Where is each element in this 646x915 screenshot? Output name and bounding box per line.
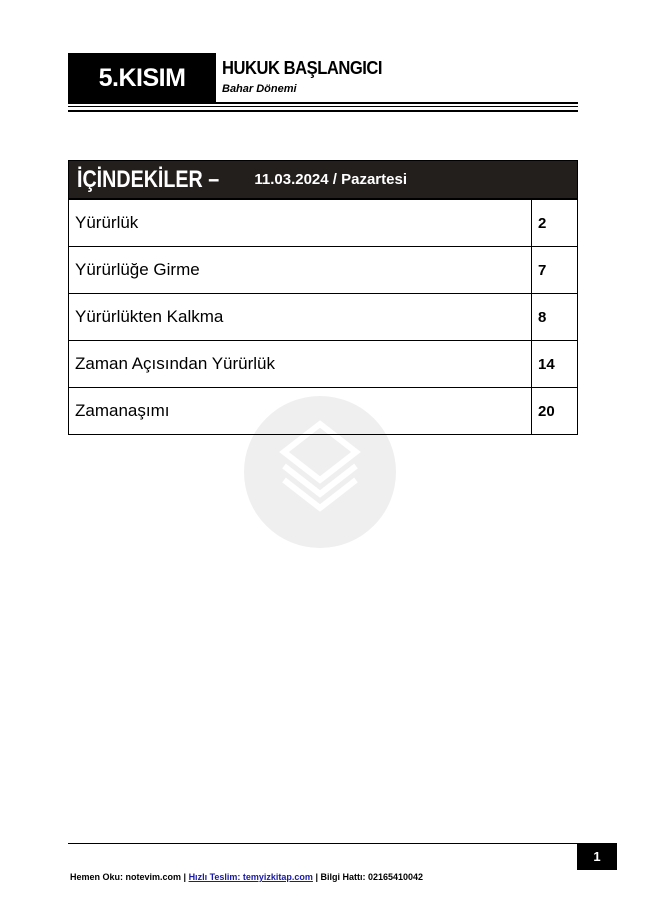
toc-table (68, 199, 578, 435)
toc-entry-page: 14 (532, 341, 578, 388)
footer-rule (68, 843, 578, 844)
section-label: 5.KISIM (98, 63, 186, 92)
header-rule-bottom (68, 110, 578, 112)
toc-header (68, 160, 578, 199)
toc-row[interactable] (69, 247, 578, 294)
page-number: 1 (593, 849, 601, 864)
toc-entry-page: 2 (532, 200, 578, 247)
header-rule-top (68, 102, 578, 104)
toc-heading: İÇİNDEKİLER – (77, 165, 220, 193)
toc-entry-label: Yürürlüğe Girme (69, 247, 532, 294)
document-subtitle: Bahar Dönemi (222, 83, 297, 95)
section-badge (68, 53, 216, 103)
toc-entry-page: 8 (532, 294, 578, 341)
toc-row[interactable] (69, 200, 578, 247)
page-number-box (577, 843, 617, 870)
toc-row[interactable] (69, 294, 578, 341)
toc-row[interactable] (69, 388, 578, 435)
toc-row[interactable] (69, 341, 578, 388)
toc-entry-label: Zamanaşımı (69, 388, 532, 435)
header-rule-middle (68, 106, 578, 107)
footer-delivery-link[interactable]: Hızlı Teslim: temyizkitap.com (188, 872, 313, 882)
toc-entry-page: 20 (532, 388, 578, 435)
toc-entry-label: Zaman Açısından Yürürlük (69, 341, 532, 388)
toc-entry-label: Yürürlükten Kalkma (69, 294, 532, 341)
toc-date: 11.03.2024 / Pazartesi (254, 171, 407, 188)
toc-entry-label: Yürürlük (69, 200, 532, 247)
toc-entry-page: 7 (532, 247, 578, 294)
footer-read-label: Hemen Oku: notevim.com (70, 872, 182, 882)
table-of-contents (68, 160, 578, 435)
footer-hotline: Bilgi Hattı: 02165410042 (320, 872, 424, 882)
footer-text: Hemen Oku: notevim.com | Hızlı Teslim: temyizkitap.com | Bilgi Hattı: 02165410042 (70, 872, 424, 882)
document-title: HUKUK BAŞLANGICI (222, 58, 383, 78)
